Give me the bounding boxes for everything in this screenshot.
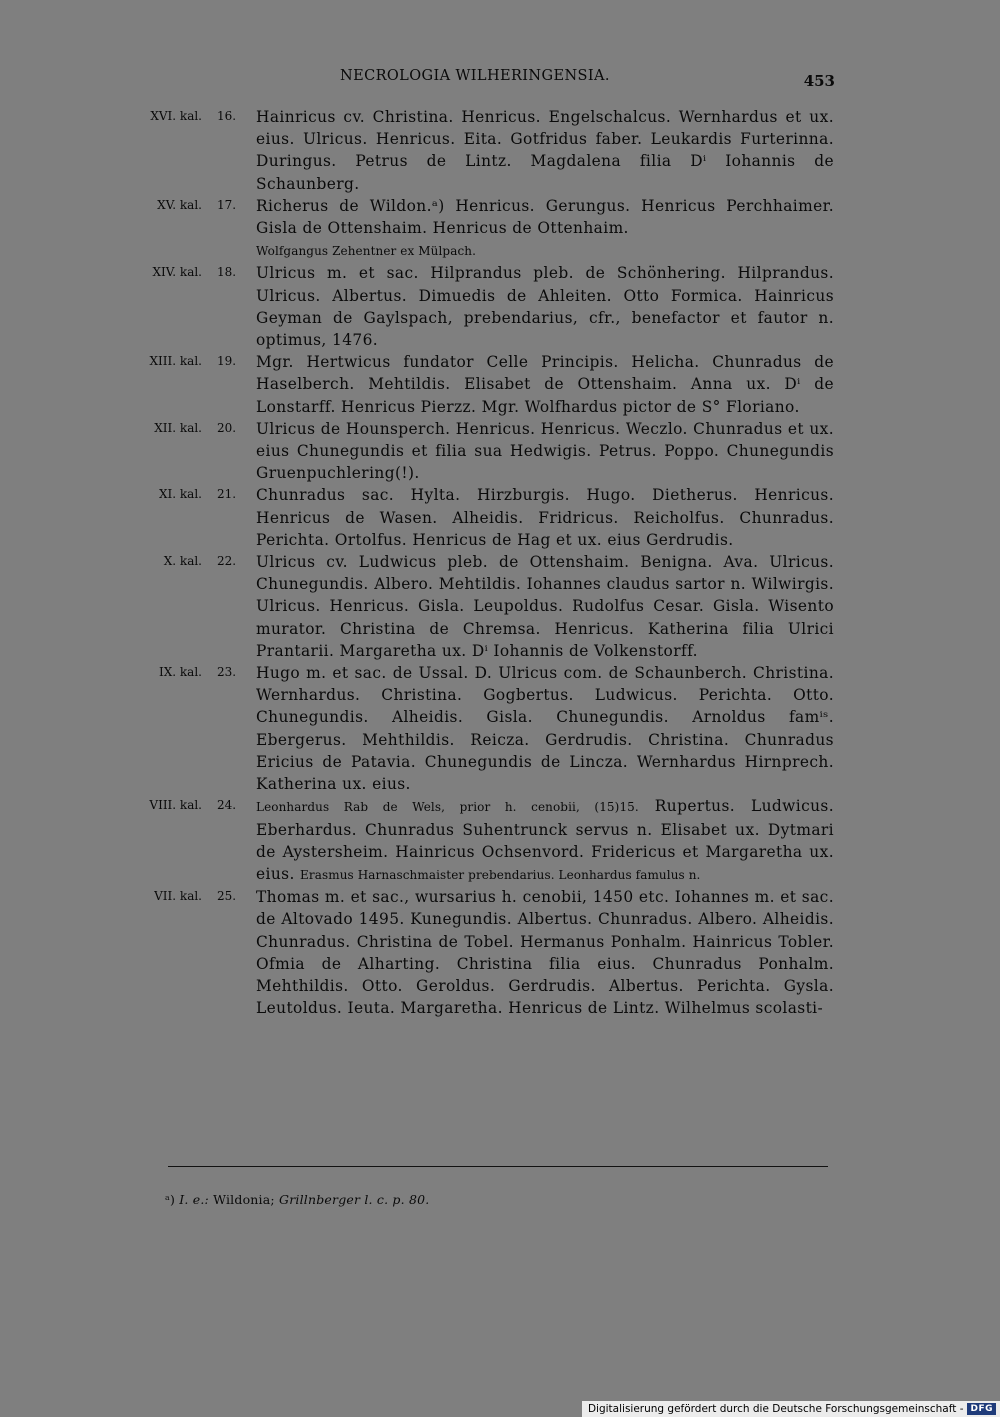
entry-21 xyxy=(0,484,1000,551)
entry-day: 19. xyxy=(217,354,237,369)
entry-24 xyxy=(0,795,1000,886)
entry-text-block xyxy=(256,795,834,886)
entry-day: 23. xyxy=(217,665,237,680)
entry-22 xyxy=(0,551,1000,662)
entry-date: X. kal. xyxy=(163,554,202,569)
entry-day: 20. xyxy=(217,420,237,435)
digitization-credit-bar xyxy=(582,1401,1000,1417)
entry-later-addition-tail: Erasmus Harnaschmaister prebendarius. Leonhardus famulus n. xyxy=(300,867,701,882)
entry-date: VII. kal. xyxy=(154,889,202,904)
entry-day: 21. xyxy=(217,487,237,502)
page-number: 453 xyxy=(803,72,835,90)
entry-date: IX. kal. xyxy=(159,665,202,680)
entry-19 xyxy=(0,351,1000,418)
entry-day: 18. xyxy=(217,265,237,280)
entry-later-addition-lead: Leonhardus Rab de Wels, prior h. cenobii, (15)15. xyxy=(256,800,639,815)
entry-25 xyxy=(0,886,1000,1019)
entry-date: XVI. kal. xyxy=(150,109,202,123)
footnote-place: Wildonia; xyxy=(213,1192,275,1207)
entry-text: Richerus de Wildon.ᵃ) Henricus. Gerungus. Henricus Perchhaimer. Gisla de Ottenshaim. Henricus de Ottenhaim. xyxy=(256,196,834,238)
entry-text: Mgr. Hertwicus fundator Celle Principis. Helicha. Chunradus de Haselberch. Mehtildis. Elisabet de Ottenshaim. Anna ux. Dⁱ de Lonstarff. Henricus Pierzz. Mgr. Wolfhardus pictor de S° Floriano. xyxy=(256,353,834,416)
entry-23 xyxy=(0,662,1000,795)
entry-20 xyxy=(0,418,1000,485)
entry-date: XV. kal. xyxy=(157,197,202,212)
dfg-logo-icon: DFG xyxy=(967,1403,996,1415)
footnote-reference: Grillnberger l. c. p. 80. xyxy=(279,1192,430,1207)
entry-17 xyxy=(0,195,1000,263)
footnote-marker: ᵃ) xyxy=(165,1192,176,1207)
entry-day: 16. xyxy=(217,109,237,123)
footnote-divider xyxy=(168,1166,828,1167)
running-title: NECROLOGIA WILHERINGENSIA. xyxy=(340,68,610,84)
entry-text: Ulricus m. et sac. Hilprandus pleb. de Schönhering. Hilprandus. Ulricus. Albertus. Dimuedis de Ahleiten. Otto Formica. Hainricus Geyman de Gaylspach, prebendarius, cfr., benefactor et fautor n. optimus, 1476. xyxy=(256,264,834,350)
entry-date: XI. kal. xyxy=(159,487,202,502)
entry-date: VIII. kal. xyxy=(149,798,202,813)
footnote-lead: I. e.: xyxy=(179,1192,209,1207)
entry-text: Chunradus sac. Hylta. Hirzburgis. Hugo. Dietherus. Henricus. Henricus de Wasen. Alheidis. Fridricus. Reicholfus. Chunradus. Perichta. Ortolfus. Henricus de Hag et ux. eius Gerdrudis. xyxy=(256,486,834,549)
entry-day: 22. xyxy=(217,554,237,569)
entry-text: Hugo m. et sac. de Ussal. D. Ulricus com. de Schaunberch. Christina. Wernhardus. Christina. Gogbertus. Ludwicus. Perichta. Otto. Chunegundis. Alheidis. Gisla. Chunegundis. Arnoldus famⁱˢ. Ebergerus. Mehthildis. Reicza. Gerdrudis. Christina. Chunradus Ericius de Patavia. Chunegundis de Lincza. Wernhardus Hirnprech. Katherina ux. eius. xyxy=(256,664,834,794)
entry-18 xyxy=(0,262,1000,351)
necrology-entries xyxy=(0,106,1000,1019)
entry-later-addition: Wolfgangus Zehentner ex Mülpach. xyxy=(256,244,477,259)
entry-16 xyxy=(0,106,1000,195)
entry-text: Rupertus. Ludwicus. Eberhardus. Chunradus Suhentrunck servus n. Elisabet ux. Dytmari de Aystersheim. Hainricus Ochsenvord. Fridericus et Margaretha ux. eius. xyxy=(256,797,834,883)
entry-text: Ulricus de Hounsperch. Henricus. Henricus. Weczlo. Chunradus et ux. eius Chunegundis et filia sua Hedwigis. Petrus. Poppo. Chunegundis Gruenpuchlering(!). xyxy=(256,419,834,483)
entry-date: XIV. kal. xyxy=(152,265,202,280)
entry-day: 25. xyxy=(217,889,237,904)
entry-text: Hainricus cv. Christina. Henricus. Engelschalcus. Wernhardus et ux. eius. Ulricus. Henricus. Eita. Gotfridus faber. Leukardis Furterinna. Duringus. Petrus de Lintz. Magdalena filia Dⁱ Iohannis de Schaunberg. xyxy=(256,108,834,193)
entry-text-block xyxy=(256,195,834,263)
footnote xyxy=(165,1192,429,1207)
entry-date: XIII. kal. xyxy=(149,354,202,369)
entry-date: XII. kal. xyxy=(154,420,202,435)
entry-day: 17. xyxy=(217,197,237,212)
digitization-credit: Digitalisierung gefördert durch die Deutsche Forschungsgemeinschaft - xyxy=(587,1403,964,1415)
entry-text: Thomas m. et sac., wursarius h. cenobii, 1450 etc. Iohannes m. et sac. de Altovado 1495. Kunegundis. Albertus. Chunradus. Albero. Alheidis. Chunradus. Christina de Tobel. Hermanus Ponhalm. Hainricus Tobler. Ofmia de Alharting. Christina filia eius. Chunradus Ponhalm. Mehthildis. Otto. Geroldus. Gerdrudis. Albertus. Perichta. Gysla. Leutoldus. Ieuta. Margaretha. Henricus de Lintz. Wilhelmus scolasti- xyxy=(256,888,834,1018)
entry-text: Ulricus cv. Ludwicus pleb. de Ottenshaim. Benigna. Ava. Ulricus. Chunegundis. Albero. Mehtildis. Iohannes claudus sartor n. Wilwirgis. Ulricus. Henricus. Gisla. Leupoldus. Rudolfus Cesar. Gisla. Wisento murator. Christina de Chremsa. Henricus. Katherina filia Ulrici Prantarii. Margaretha ux. Dⁱ Iohannis de Volkenstorff. xyxy=(256,553,834,660)
entry-day: 24. xyxy=(217,798,237,813)
